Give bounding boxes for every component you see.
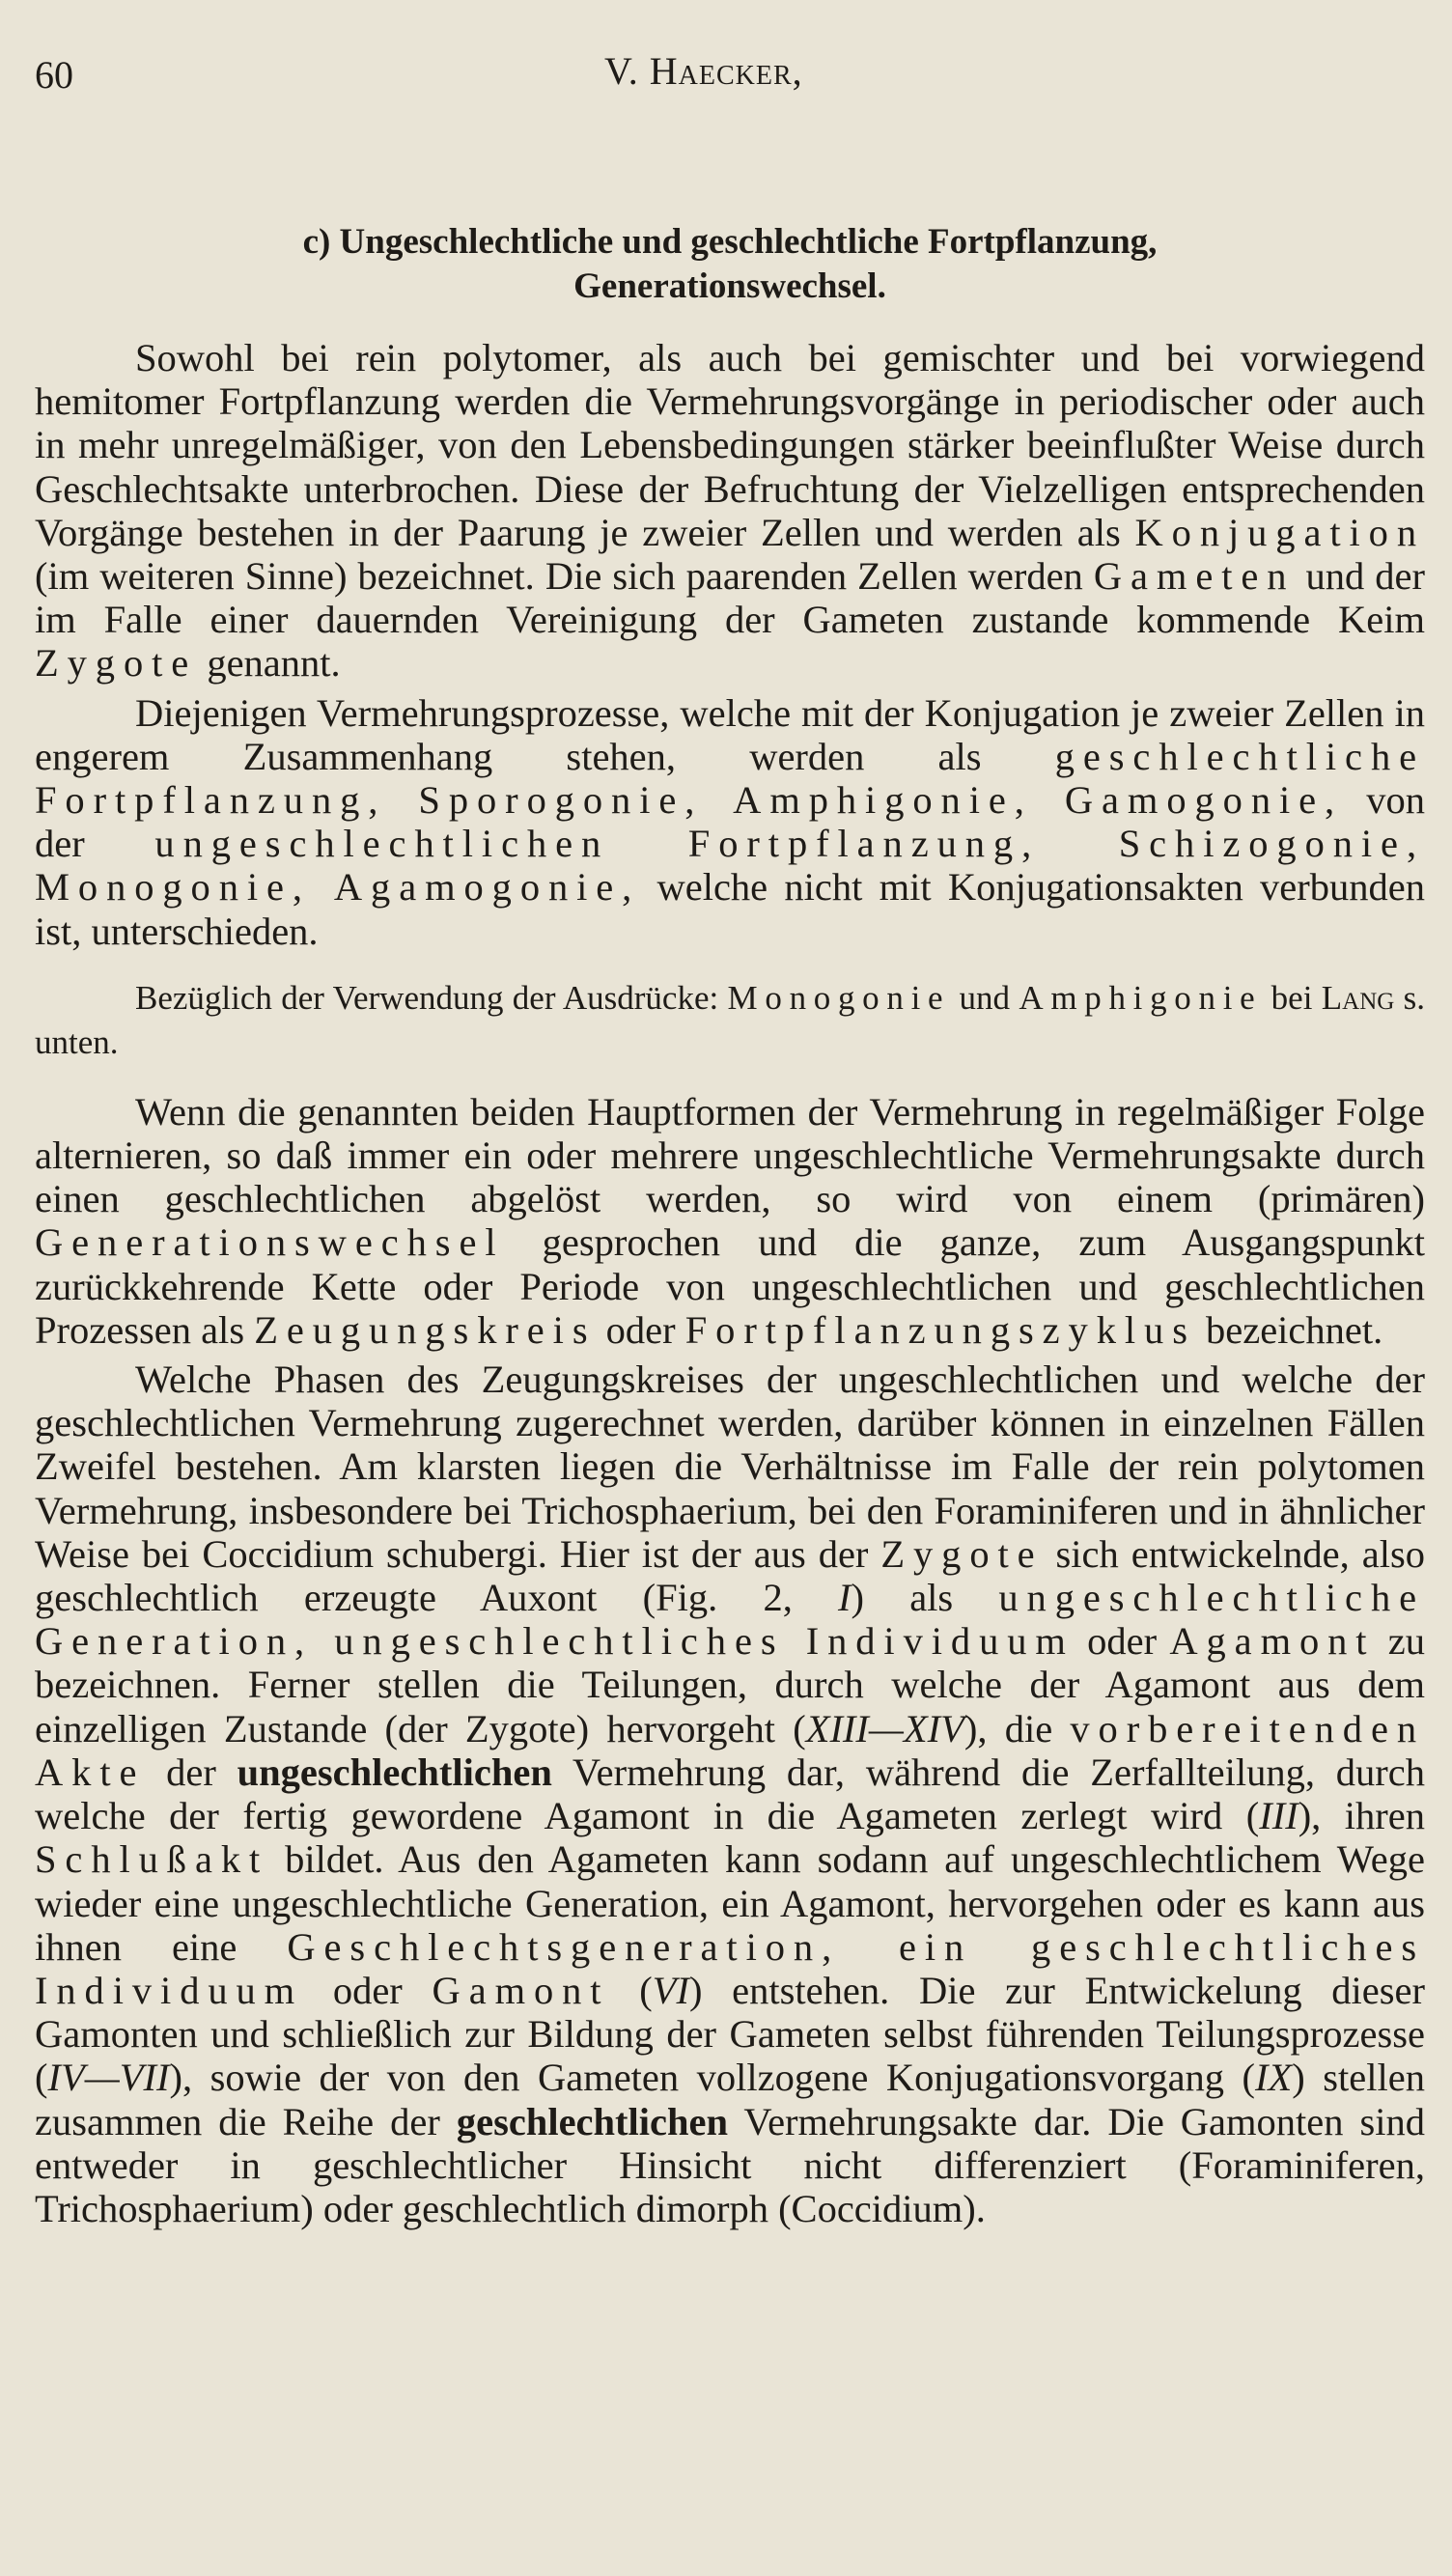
- spaced-term: Monogonie: [727, 978, 951, 1017]
- spaced-term: geschlechtliche Fortpflanzung, Sporogonie, Amphigonie, Gamogonie,: [35, 734, 1425, 823]
- spaced-term: ungeschlechtliche Generation, ungeschlechtliches Individuum: [35, 1576, 1425, 1664]
- text-run: bezeichnet.: [1195, 1307, 1383, 1352]
- page-number: 60: [35, 53, 73, 97]
- text-run: (im weiteren Sinne) bezeichnet. Die sich paarenden Zellen werden: [35, 554, 1094, 599]
- spaced-term: Amphigonie: [1019, 978, 1263, 1017]
- paragraph-1: [35, 336, 1425, 686]
- text-run: bildet. Aus den Agameten kann sodann auf ungeschlechtlichem Wege wieder eine ungeschlechtliche Generation, ein Agamont, hervorgehen oder es kann aus ihnen eine: [35, 1837, 1425, 1969]
- text-run: oder: [303, 1968, 433, 2012]
- text-run: (: [609, 1968, 653, 2012]
- text-run: Wenn die genannten beiden Hauptformen der Vermehrung in regelmäßiger Folge alternieren, so daß immer ein oder mehrere ungeschlechtliche Vermehrungsakte durch einen geschlechtlichen abgelöst werden, so wird von einem (primären): [35, 1089, 1425, 1221]
- text-run: genannt.: [197, 641, 341, 686]
- paragraph-2: [35, 691, 1425, 953]
- spaced-term: Konjugation: [1134, 510, 1425, 554]
- spaced-term: Agamont: [1169, 1619, 1376, 1664]
- text-run: ), sowie der von den Gameten vollzogene Konjugationsvorgang (: [169, 2056, 1256, 2100]
- text-run: oder: [596, 1307, 685, 1352]
- text-run: Sowohl bei rein polytomer, als auch bei gemischter und bei vorwiegend hemitomer Fortpflanzung werden die Vermehrungsvorgänge in periodischer oder auch in mehr unregelmäßiger, von den Lebensbedingungen stärker beeinflußter Weise durch Geschlechtsakte unterbrochen. Diese der Befruchtung der Vielzelligen entsprechenden Vorgänge bestehen in der Paarung je zweier Zellen und werden als: [35, 336, 1425, 554]
- spaced-term: Schlußakt: [35, 1837, 269, 1882]
- figure-ref: III: [1259, 1794, 1298, 1838]
- running-head-author: Haecker,: [649, 49, 803, 93]
- spaced-term: Geschlechtsgeneration, ein geschlechtliches Individuum: [35, 1924, 1425, 2012]
- spaced-term: Zygote: [35, 641, 198, 686]
- spaced-term: Gameten: [1093, 554, 1296, 599]
- body-text: [35, 336, 1425, 953]
- text-run: und der im Falle einer dauernden Vereinigung der Gameten zustande kommende Keim: [35, 554, 1425, 642]
- bold-term: ungeschlechtlichen: [237, 1750, 552, 1794]
- section-title-line-2: Generationswechsel.: [573, 266, 886, 306]
- text-run: sich entwickelnde, also geschlechtlich erzeugte Auxont (Fig. 2,: [35, 1531, 1425, 1620]
- author-name: Lang: [1321, 978, 1395, 1017]
- page-header: [35, 41, 1425, 98]
- text-run: ), ihren: [1298, 1794, 1426, 1838]
- text-run: von der: [35, 778, 1426, 866]
- text-run: welche nicht mit Konjugationsakten verbunden ist, unterschieden.: [35, 865, 1425, 953]
- text-run: Vermehrungsakte dar. Die Gamonten sind entweder in geschlechtlicher Hinsicht nicht differenziert (Foraminiferen, Trichosphaerium) oder geschlechtlich dimorph (Coccidium).: [35, 2099, 1426, 2230]
- running-head-initial: V.: [604, 49, 639, 93]
- text-run: s. unten.: [35, 978, 1426, 1061]
- figure-ref: I: [838, 1576, 852, 1620]
- figure-ref: VI: [652, 1968, 689, 2012]
- body-text-continued: [35, 1090, 1425, 2230]
- spaced-term: Zeugungskreis: [254, 1307, 597, 1352]
- spaced-term: vorbereitenden Akte: [35, 1706, 1426, 1794]
- spaced-term: ungeschlechtlichen Fortpflanzung, Schizogonie, Monogonie, Agamogonie,: [35, 822, 1425, 910]
- spaced-term: Zygote: [880, 1531, 1044, 1576]
- paragraph-3: [35, 1090, 1425, 1352]
- text-run: Welche Phasen des Zeugungskreises der ungeschlechtlichen und welche der geschlechtlichen Vermehrung zugerechnet werden, darüber können in einzelnen Fällen Zweifel bestehen. Am klarsten liegen die Verhältnisse im Falle der rein polytomen Vermehrung, insbesondere bei Trichosphaerium, bei den Foraminiferen und in ähnlicher Weise bei Coccidium schubergi. Hier ist der aus der: [35, 1358, 1425, 1576]
- section-title-line-1: c) Ungeschlechtliche und geschlechtliche Fortpflanzung,: [302, 222, 1158, 262]
- text-run: ), die: [963, 1706, 1071, 1750]
- text-run: bei: [1262, 978, 1322, 1017]
- figure-ref: XIII—XIV: [805, 1706, 964, 1750]
- spaced-term: Fortpflanzungszyklus: [684, 1307, 1196, 1352]
- text-run: zu bezeichnen. Ferner stellen die Teilungen, durch welche der Agamont aus dem einzelligen Zustande (der Zygote) hervorgeht (: [35, 1619, 1425, 1750]
- text-run: und: [950, 978, 1019, 1017]
- paragraph-4: [35, 1358, 1425, 2230]
- spaced-term: Gamont: [432, 1968, 610, 2012]
- text-run: ) als: [851, 1576, 999, 1620]
- small-print-note: [35, 976, 1425, 1065]
- section-title: [35, 220, 1425, 309]
- text-run: Vermehrung dar, während die Zerfallteilung, durch welche der fertig gewordene Agamont in die Agameten zerlegt wird (: [35, 1750, 1425, 1838]
- figure-ref: IX: [1255, 2056, 1293, 2100]
- text-run: ) entstehen. Die zur Entwickelung dieser Gamonten und schließlich zur Bildung der Gameten selbst führenden Teilungsprozesse (: [35, 1968, 1426, 2100]
- figure-ref: IV—VII: [47, 2056, 170, 2100]
- text-run: gesprochen und die ganze, zum Ausgangspunkt zurückkehrende Kette oder Periode von ungeschlechtlichen und geschlechtlichen Prozessen als: [35, 1220, 1425, 1352]
- text-run: Diejenigen Vermehrungsprozesse, welche mit der Konjugation je zweier Zellen in engerem Zusammenhang stehen, werden als: [35, 690, 1425, 778]
- text-run: der: [145, 1750, 237, 1794]
- text-run: oder: [1074, 1619, 1170, 1664]
- running-head: [604, 48, 803, 94]
- spaced-term: Generationswechsel: [35, 1220, 505, 1265]
- text-run: Bezüglich der Verwendung der Ausdrücke:: [135, 978, 728, 1017]
- text-run: ) stellen zusammen die Reihe der: [35, 2056, 1425, 2143]
- bold-term: geschlechtlichen: [456, 2099, 729, 2143]
